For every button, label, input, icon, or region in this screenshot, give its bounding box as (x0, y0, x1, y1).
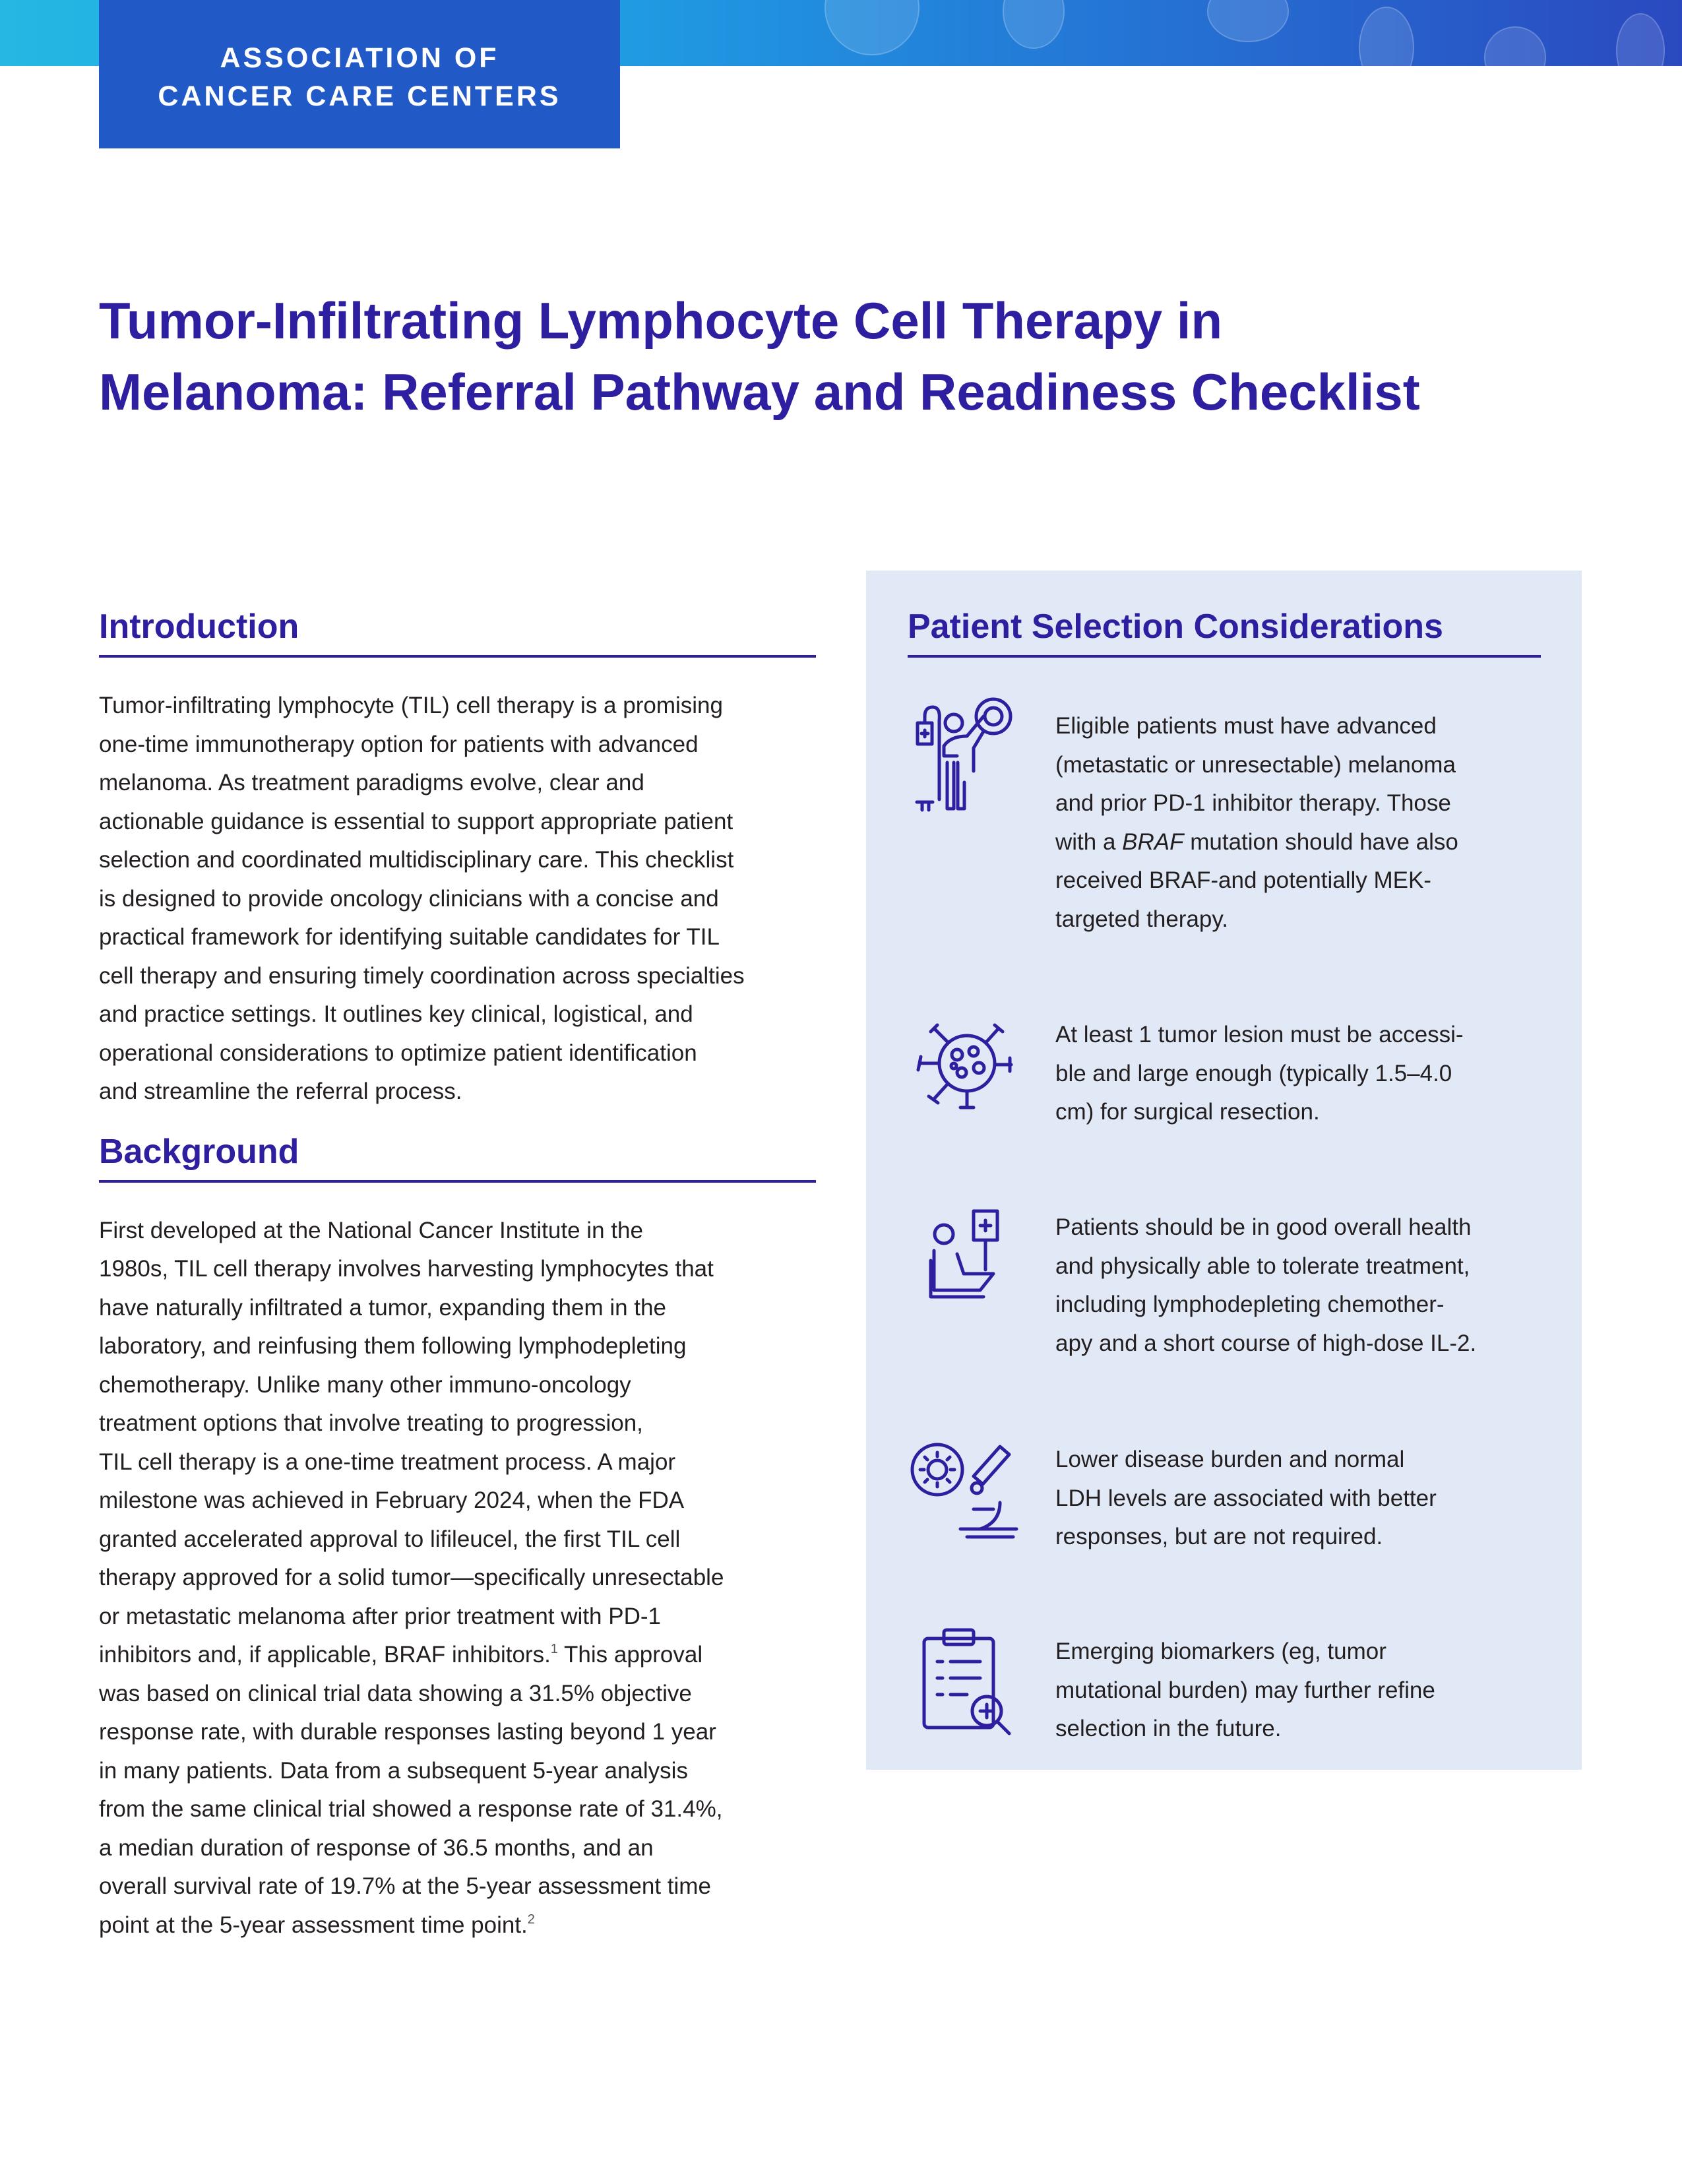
text-line: cm) for surgical resection. (1055, 1099, 1320, 1125)
text-line: LDH levels are associated with better (1055, 1485, 1437, 1511)
text-line: and prior PD-1 inhibitor therapy. Those (1055, 790, 1451, 816)
introduction-heading: Introduction (99, 604, 816, 658)
text-line: TIL cell therapy is a one-time treatment process. A major (99, 1449, 676, 1475)
text-line: received BRAF-and potentially MEK- (1055, 867, 1431, 893)
text-line: treatment options that involve treating to progression, (99, 1410, 643, 1436)
text-line: Eligible patients must have advanced (1055, 713, 1437, 739)
text-line: ble and large enough (typically 1.5–4.0 (1055, 1060, 1452, 1086)
text-line: milestone was achieved in February 2024, when the FDA (99, 1487, 685, 1513)
text-line: chemotherapy. Unlike many other immuno-oncology (99, 1371, 631, 1398)
patient-iv-virus-icon (908, 697, 1023, 812)
selection-item-text (1055, 707, 1458, 939)
text-line: response rate, with durable responses lasting beyond 1 year (99, 1719, 716, 1745)
text-line: overall survival rate of 19.7% at the 5-year assessment time (99, 1873, 711, 1899)
text-line: apy and a short course of high-dose IL-2. (1055, 1330, 1477, 1356)
text-line: 1980s, TIL cell therapy involves harvesting lymphocytes that (99, 1256, 714, 1282)
text-line: Patients should be in good overall health (1055, 1214, 1472, 1240)
text-line: Lower disease burden and normal (1055, 1447, 1405, 1472)
text-line: First developed at the National Cancer Institute in the (99, 1217, 643, 1243)
text-line: and physically able to tolerate treatment, (1055, 1253, 1470, 1279)
clipboard-search-icon (908, 1622, 1023, 1737)
text-line: is designed to provide oncology clinicians with a concise and (99, 885, 719, 912)
text-segment: inhibitors and, if applicable, BRAF inhibitors. (99, 1642, 551, 1668)
text-line: or metastatic melanoma after prior treatment with PD-1 (99, 1603, 661, 1629)
text-segment: point at the 5-year assessment time point. (99, 1912, 528, 1938)
text-line: a median duration of response of 36.5 months, and an (99, 1834, 654, 1861)
page-title (99, 285, 1583, 427)
text-line: targeted therapy. (1055, 906, 1229, 932)
text-line (99, 1906, 816, 1945)
text-line: have naturally infiltrated a tumor, expanding them in the (99, 1294, 666, 1321)
text-line: (metastatic or unresectable) melanoma (1055, 751, 1456, 778)
text-line: Tumor-infiltrating lymphocyte (TIL) cell therapy is a promising (99, 693, 723, 718)
background-text (99, 1212, 816, 1945)
text-line: and streamline the referral process. (99, 1078, 462, 1104)
text-line: practical framework for identifying suitable candidates for TIL (99, 924, 720, 950)
text-line: was based on clinical trial data showing a 31.5% objective (99, 1680, 692, 1706)
text-line: granted accelerated approval to lifileucel, the first TIL cell (99, 1526, 681, 1552)
text-line: from the same clinical trial showed a response rate of 31.4%, (99, 1796, 723, 1822)
text-line: laboratory, and reinfusing them following lymphodepleting (99, 1333, 687, 1359)
text-line: cell therapy and ensuring timely coordination across specialties (99, 962, 745, 989)
org-name-line2: CANCER CARE CENTERS (158, 80, 561, 112)
org-name-line1: ASSOCIATION OF (220, 42, 499, 74)
tumor-cell-icon (908, 1005, 1023, 1121)
microscope-icon (908, 1430, 1023, 1545)
selection-item-text (1055, 1441, 1437, 1557)
text-line: responses, but are not required. (1055, 1524, 1383, 1549)
text-line: including lymphodepleting chemother- (1055, 1292, 1445, 1317)
text-line: actionable guidance is essential to support appropriate patient (99, 808, 733, 834)
reference-1: 1 (550, 1642, 558, 1656)
org-logo (99, 0, 620, 148)
text-line: operational considerations to optimize patient identification (99, 1040, 697, 1066)
selection-item-text (1055, 1633, 1435, 1749)
introduction-text (99, 687, 816, 1111)
text-line: and practice settings. It outlines key clinical, logistical, and (99, 1001, 693, 1027)
text-line: selection and coordinated multidisciplinary care. This checklist (99, 847, 734, 873)
text-segment: This approval (557, 1642, 703, 1668)
text-line (1055, 823, 1458, 862)
title-line: Melanoma: Referral Pathway and Readiness Checklist (99, 363, 1420, 421)
selection-item-text (1055, 1016, 1464, 1132)
text-line: selection in the future. (1055, 1716, 1282, 1741)
text-line: one-time immunotherapy option for patients with advanced (99, 731, 699, 757)
reference-2: 2 (527, 1912, 535, 1927)
text-line: Emerging biomarkers (eg, tumor (1055, 1638, 1386, 1664)
patient-chair-icon (908, 1198, 1023, 1313)
left-column (99, 604, 816, 1945)
text-segment: mutation should have also (1183, 828, 1458, 855)
text-segment: with a (1055, 828, 1123, 855)
patient-selection-panel (866, 571, 1582, 1770)
text-line: therapy approved for a solid tumor—specifically unresectable (99, 1565, 724, 1590)
patient-selection-heading: Patient Selection Considerations (908, 604, 1541, 658)
text-line (99, 1636, 816, 1675)
text-line: mutational burden) may further refine (1055, 1677, 1435, 1703)
background-heading: Background (99, 1129, 816, 1183)
text-line: in many patients. Data from a subsequent 5-year analysis (99, 1757, 688, 1784)
text-line: At least 1 tumor lesion must be accessi- (1055, 1022, 1464, 1047)
gene-name: BRAF (1122, 828, 1184, 855)
title-line: Tumor-Infiltrating Lymphocyte Cell Therapy in (99, 292, 1223, 350)
text-line: melanoma. As treatment paradigms evolve, clear and (99, 770, 644, 796)
selection-item-text (1055, 1208, 1476, 1363)
